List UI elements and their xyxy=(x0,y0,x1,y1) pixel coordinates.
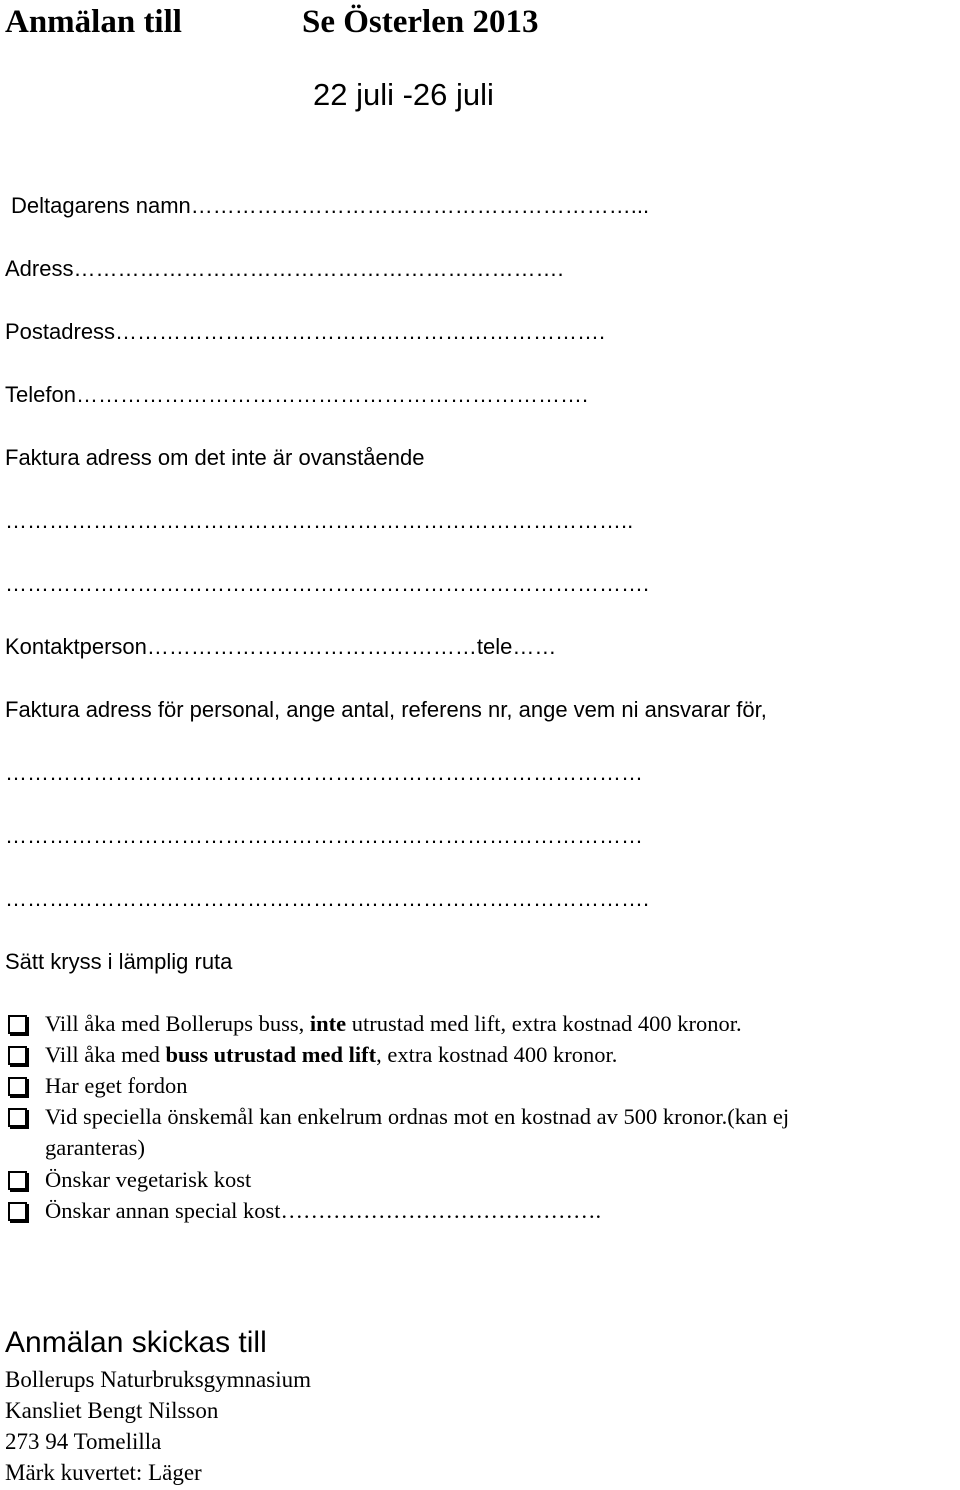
checkbox-icon[interactable] xyxy=(8,1046,27,1065)
staff-invoice-line: ……………………………………………………………………………. xyxy=(5,886,650,911)
send-to-heading: Anmälan skickas till xyxy=(5,1326,267,1359)
title-left: Anmälan till xyxy=(5,4,182,40)
checkbox-icon[interactable] xyxy=(8,1108,27,1127)
option-row xyxy=(0,1072,960,1100)
invoice-address-line: ………………………………………………………………………….. xyxy=(5,508,634,533)
option-row xyxy=(0,1041,960,1069)
instruction-text: Sätt kryss i lämplig ruta xyxy=(5,949,233,974)
participant-name-field: Deltagarens namn……………………………………………………... xyxy=(11,193,650,218)
option-label-continuation: garanteras) xyxy=(45,1135,145,1160)
option-label: Vid speciella önskemål kan enkelrum ordnas mot en kostnad av 500 kronor.(kan ej xyxy=(45,1104,790,1129)
option-row xyxy=(0,1166,960,1194)
checkbox-icon[interactable] xyxy=(8,1202,27,1221)
option-row xyxy=(0,1197,960,1225)
option-label: Har eget fordon xyxy=(45,1073,188,1098)
option-label: Önskar annan special kost……………………………………. xyxy=(45,1198,602,1223)
invoice-address-line: ……………………………………………………………………………. xyxy=(5,571,650,596)
address-field: Adress…………………………………………………………. xyxy=(5,256,564,281)
option-label: Vill åka med Bollerups buss, inte utrustad med lift, extra kostnad 400 kronor. xyxy=(45,1011,742,1036)
event-dates: 22 juli -26 juli xyxy=(313,77,494,112)
contact-person-field: Kontaktperson………………………………………tele…… xyxy=(5,634,557,659)
address-line: Kansliet Bengt Nilsson xyxy=(5,1398,219,1423)
option-label: Vill åka med buss utrustad med lift, extra kostnad 400 kronor. xyxy=(45,1042,618,1067)
checkbox-icon[interactable] xyxy=(8,1015,27,1034)
title-right: Se Österlen 2013 xyxy=(302,4,539,40)
option-label: Önskar vegetarisk kost xyxy=(45,1167,252,1192)
staff-invoice-label: Faktura adress för personal, ange antal, referens nr, ange vem ni ansvarar för, xyxy=(5,697,767,722)
address-line: 273 94 Tomelilla xyxy=(5,1429,162,1454)
phone-field: Telefon……………………………………………………………. xyxy=(5,382,589,407)
postaddress-field: Postadress…………………………………………………………. xyxy=(5,319,606,344)
option-row xyxy=(0,1103,960,1131)
checkbox-icon[interactable] xyxy=(8,1077,27,1096)
staff-invoice-line: …………………………………………………………………………… xyxy=(5,760,643,785)
envelope-marking: Märk kuvertet: Läger xyxy=(5,1460,202,1485)
address-line: Bollerups Naturbruksgymnasium xyxy=(5,1367,311,1392)
staff-invoice-line: …………………………………………………………………………… xyxy=(5,823,643,848)
checkbox-icon[interactable] xyxy=(8,1171,27,1190)
invoice-address-label: Faktura adress om det inte är ovanstående xyxy=(5,445,425,470)
option-row xyxy=(0,1010,960,1038)
